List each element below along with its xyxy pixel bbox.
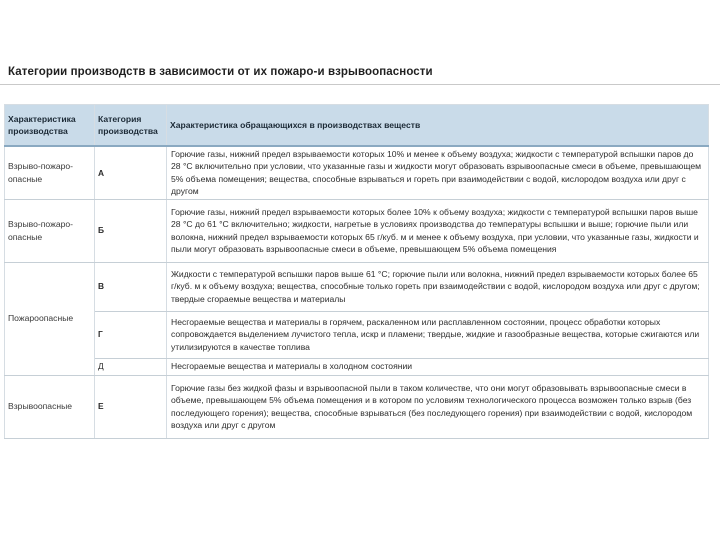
row-description: Несгораемые вещества и материалы в холодном состоянии [167, 358, 709, 375]
row-category: Е [95, 375, 167, 438]
row-description: Горючие газы без жидкой фазы и взрывоопасной пыли в таком количестве, что они могут образовывать взрывоопасные смеси в объеме, превышающем 5% объема помещения и в котором по условиям технологического процесса возможен только взрыв (без последующего горения); вещества, способные взрываться (без последующего горения) при взаимодействии с водой, кислородом воздуха или друг с другом [167, 375, 709, 438]
page-title: Категории производств в зависимости от их пожаро-и взрывоопасности [8, 66, 433, 78]
header-category: Категория производства [95, 105, 167, 147]
row-characteristic: Взрыво-пожаро-опасные [5, 199, 95, 262]
header-description: Характеристика обращающихся в производствах веществ [167, 105, 709, 147]
table-row-a [5, 146, 709, 199]
row-description: Несгораемые вещества и материалы в горячем, раскаленном или расплавленном состоянии, процесс обработки которых сопровождается выделением лучистого тепла, искр и пламени; твердые, жидкие и газообразные вещества, которые сжигаются или утилизируются в качестве топлива [167, 311, 709, 358]
row-category: А [95, 146, 167, 199]
row-description: Горючие газы, нижний предел взрываемости которых 10% и менее к объему воздуха; жидкости с температурой вспышки паров до 28 °С включительно при условии, что указанные газы и жидкости могут образовать взрывоопасные смеси в объеме, превышающем 5% объема помещения; вещества, способные взрываться и гореть при взаимодействии с водой, кислородом воздуха или друг с другом [167, 146, 709, 199]
row-category: Г [95, 311, 167, 358]
row-category: Д [95, 358, 167, 375]
row-characteristic: Взрыво-пожаро-опасные [5, 146, 95, 199]
row-characteristic: Пожароопасные [5, 262, 95, 375]
table-header-row [5, 105, 709, 147]
row-description: Горючие газы, нижний предел взрываемости которых более 10% к объему воздуха; жидкости с температурой вспышки паров выше 28 °С до 61 °С включительно; жидкости, нагретые в условиях производства до температуры вспышки и выше; горючие пыли или волокна, нижний предел взрываемости которых 65 г/куб. м и менее к объему воздуха, при условии, что указанные газы, жидкости и пыли могут образовать взрывоопасные смеси в объеме, превышающем 5% объема помещения [167, 199, 709, 262]
table-row-d [5, 358, 709, 375]
title-divider [0, 84, 720, 85]
categories-table-container [4, 104, 708, 439]
row-category: В [95, 262, 167, 311]
table-row-b [5, 199, 709, 262]
table-row-v [5, 262, 709, 311]
header-characteristic: Характеристика производства [5, 105, 95, 147]
table-row-e [5, 375, 709, 438]
table-row-g [5, 311, 709, 358]
categories-table [4, 104, 709, 439]
row-category: Б [95, 199, 167, 262]
row-characteristic: Взрывоопасные [5, 375, 95, 438]
row-description: Жидкости с температурой вспышки паров выше 61 °С; горючие пыли или волокна, нижний предел взрываемости которых более 65 г/куб. м к объему воздуха; вещества, способные только гореть при взаимодействии с водой, кислородом воздуха или друг с другом; твердые сгораемые вещества и материалы [167, 262, 709, 311]
